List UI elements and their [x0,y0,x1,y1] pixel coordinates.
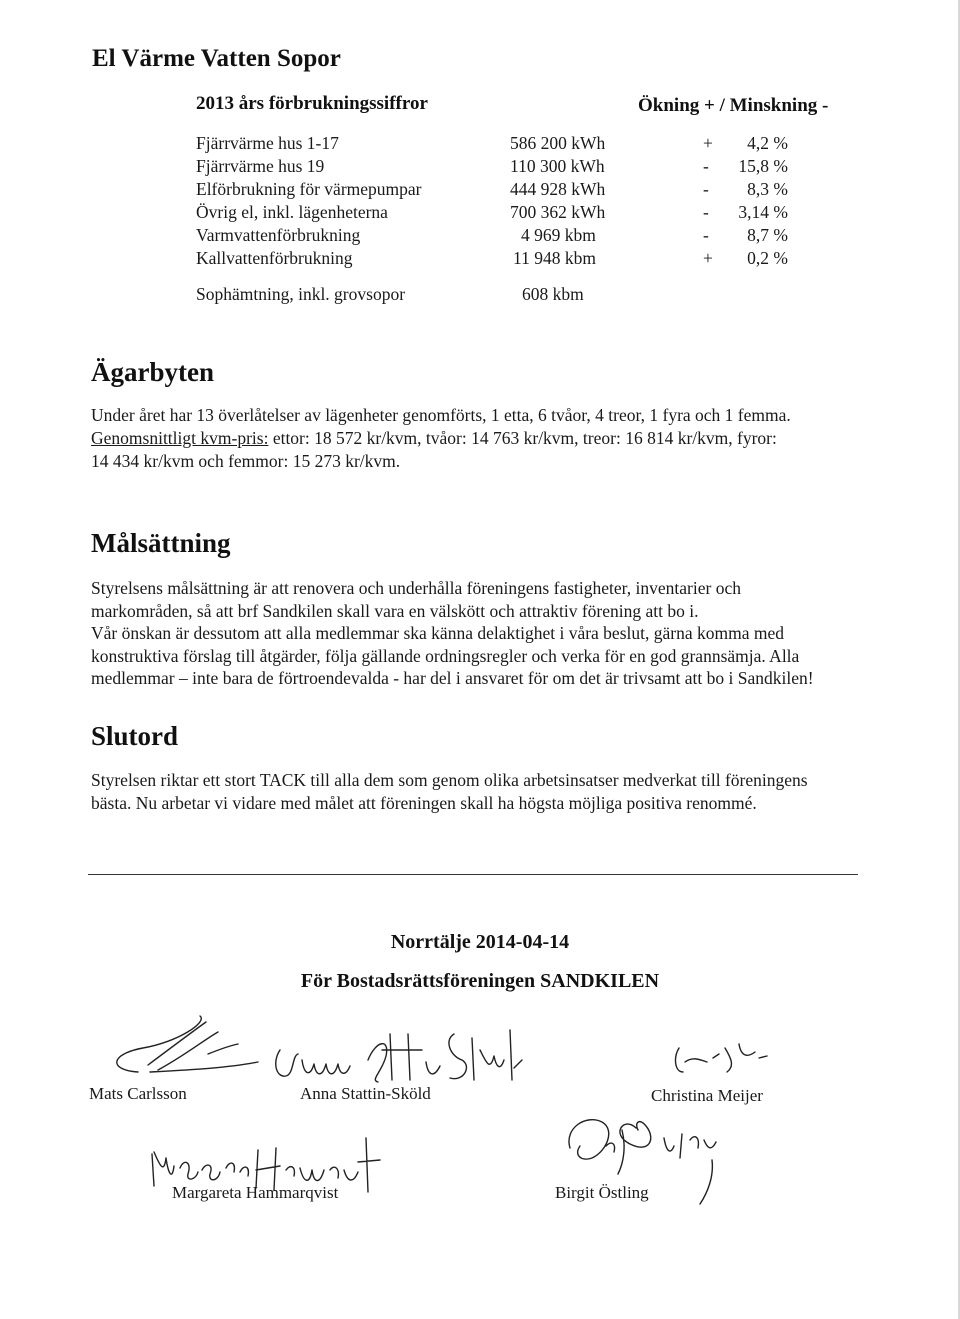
consumption-label: Varmvattenförbrukning [196,225,361,245]
change-heading: Ökning + / Minskning - [638,95,829,116]
agarbyten-line: Under året har 13 överlåtelser av lägenheter genomförts, 1 etta, 6 tvåor, 4 treor, 1 fyra och 1 femma. [91,405,791,425]
change-sign: + [703,133,713,153]
change-value: 8,3 % [747,179,788,199]
change-value: 8,7 % [747,225,788,245]
change-sign: - [703,179,709,199]
consumption-change [703,133,788,154]
signature-name: Christina Meijer [651,1086,763,1105]
signature-name: Margareta Hammarqvist [172,1183,339,1202]
page-title: El Värme Vatten Sopor [92,45,341,72]
waste-label: Sophämtning, inkl. grovsopor [196,284,406,304]
consumption-label: Elförbrukning för värmepumpar [196,179,422,199]
consumption-value: 700 362 kWh [510,202,606,222]
consumption-label: Kallvattenförbrukning [196,248,353,268]
slutord-heading: Slutord [91,721,179,751]
signature-name: Mats Carlsson [89,1084,187,1103]
change-value: 15,8 % [738,156,788,176]
consumption-label: Fjärrvärme hus 19 [196,156,325,176]
consumption-value: 110 300 kWh [510,156,605,176]
consumption-value: 444 928 kWh [510,179,606,199]
malsattning-heading: Målsättning [91,528,231,558]
consumption-change [703,225,788,246]
change-value: 4,2 % [747,133,788,153]
slutord-paragraph: Styrelsen riktar ett stort TACK till alla dem som genom olika arbetsinsatser medverkat till föreningens bästa. Nu arbetar vi vidare med målet att föreningen skall ha högsta möjliga positiva renommé. [91,770,808,813]
consumption-label: Övrig el, inkl. lägenheterna [196,202,388,222]
divider [88,874,858,875]
waste-value: 608 kbm [522,284,584,304]
signature-christina-meijer [655,1032,785,1090]
consumption-value: 11 948 kbm [513,248,596,268]
malsattning-paragraph: Vår önskan är dessutom att alla medlemmar ska känna delaktighet i våra beslut, gärna komma med konstruktiva förslag till åtgärder, följa gällande ordningsregler och verka för en god grannsämja. Alla medlemmar – inte bara de förtroendevalda - har del i ansvaret för om det är trivsamt att bo i Sandkilen! [91,623,814,689]
consumption-heading: 2013 års förbrukningssiffror [196,93,428,114]
signature-anna-stattin-skold [258,1020,538,1090]
change-sign: - [703,225,709,245]
change-sign: + [703,248,713,268]
change-sign: - [703,202,709,222]
place-date: Norrtälje 2014-04-14 [390,931,570,953]
consumption-change [703,202,788,223]
consumption-label: Fjärrvärme hus 1-17 [196,133,339,153]
agarbyten-heading: Ägarbyten [91,357,214,387]
consumption-change [703,248,788,269]
consumption-value: 586 200 kWh [510,133,606,153]
organisation: För Bostadsrättsföreningen SANDKILEN [300,970,660,992]
change-value: 3,14 % [738,202,788,222]
malsattning-paragraph: Styrelsens målsättning är att renovera och underhålla föreningens fastigheter, inventarier och markområden, så att brf Sandkilen skall vara en välskött och attraktiv förening att bo i. [91,578,741,621]
change-sign: - [703,156,709,176]
signature-name: Birgit Östling [555,1183,649,1202]
agarbyten-line: 14 434 kr/kvm och femmor: 15 273 kr/kvm. [91,451,401,471]
consumption-change [703,156,788,177]
consumption-value: 4 969 kbm [521,225,596,245]
signature-name: Anna Stattin-Sköld [300,1084,431,1103]
price-text: ettor: 18 572 kr/kvm, tvåor: 14 763 kr/kvm, treor: 16 814 kr/kvm, fyror: [268,428,777,448]
signature-mats-carlsson [88,1010,278,1085]
consumption-change [703,179,788,200]
change-value: 0,2 % [747,248,788,268]
agarbyten-price-line [91,428,777,449]
price-label: Genomsnittligt kvm-pris: [91,428,269,448]
